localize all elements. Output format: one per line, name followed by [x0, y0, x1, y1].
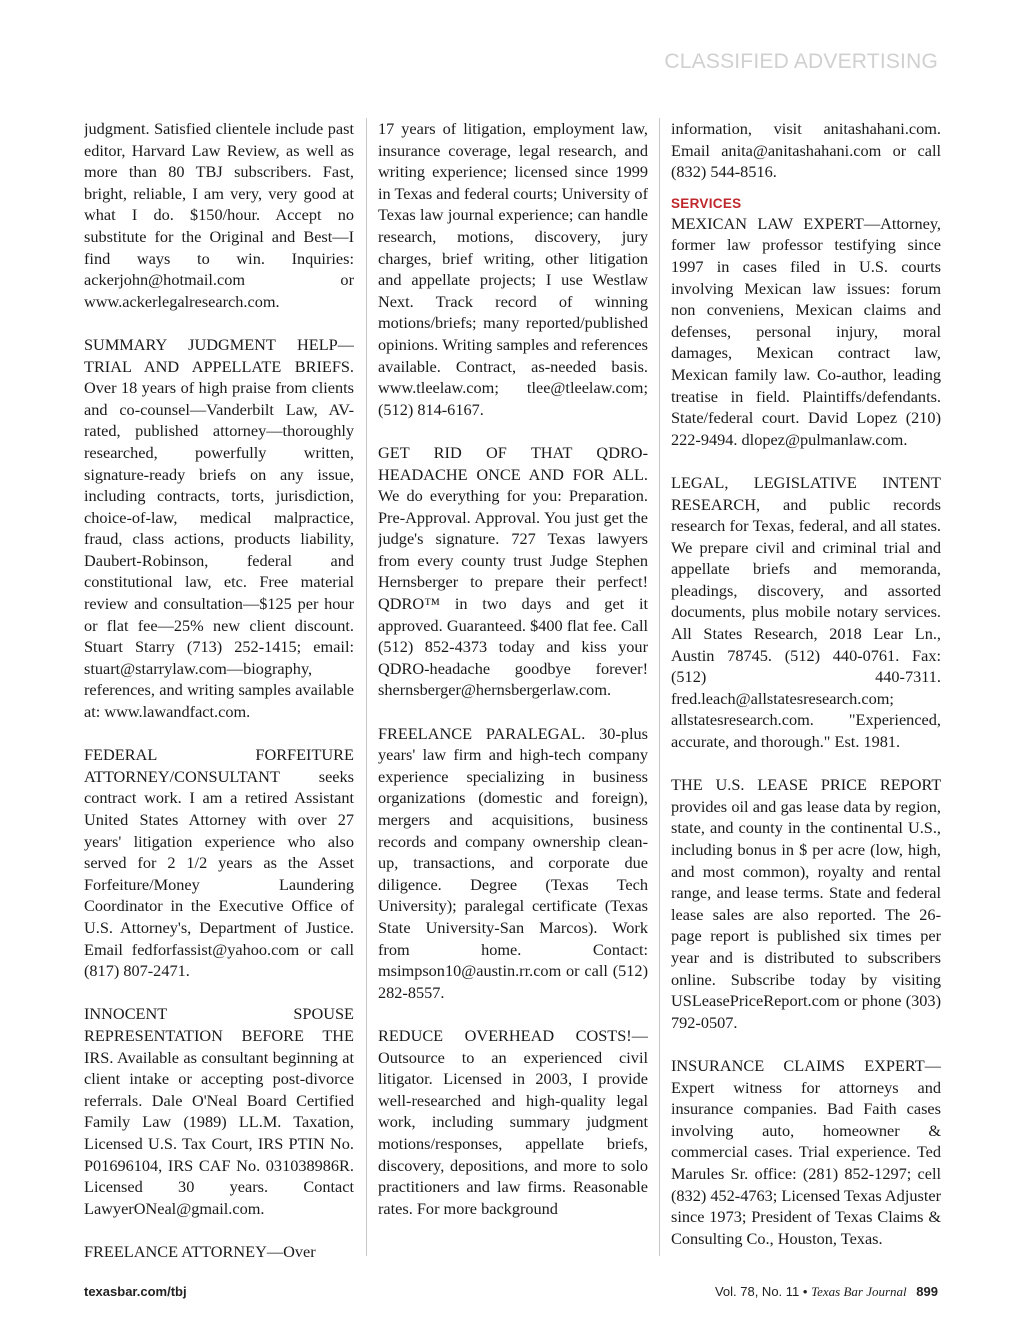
classified-ad	[671, 1055, 941, 1249]
classified-ad	[84, 334, 354, 723]
footer-bullet: •	[802, 1284, 808, 1299]
classified-ad	[671, 472, 941, 753]
page-number: 899	[916, 1284, 938, 1299]
page-footer	[84, 1284, 938, 1304]
footer-website-link[interactable]: texasbar.com/tbj	[84, 1284, 187, 1299]
column-divider	[659, 118, 660, 1256]
ad-lead: MEXICAN LAW EXPERT—	[671, 213, 881, 233]
ad-body: Expert witness for attorneys and insurance companies. Bad Faith cases involving auto, homeowner & commercial cases. Trial experience. Ted Marules Sr. office: (281) 852-1297; cell (832) 452-4763; Licensed Texas Adjuster since 1973; President of Texas Claims & Consulting Co., Houston, Texas.	[671, 1077, 941, 1248]
ad-body: We do everything for you: Preparation. Pre-Approval. Approval. You just get the judge's signature. 727 Texas lawyers from every county trust Judge Stephen Hernsberger to prepare their perfect! QDRO™ in two days and get it approved. Guaranteed. $400 flat fee. Call (512) 852-4373 today and kiss your QDRO-headache goodbye forever! shernsberger@hernsbergerlaw.com.	[378, 486, 648, 700]
classified-ad	[84, 744, 354, 982]
classified-ad: judgment. Satisfied clientele include past editor, Harvard Law Review, as well as more than 80 TBJ subscribers. Fast, bright, reliable, I am very, very good at what I do. $150/hour. Accept no substitute for the Original and Best—I find ways to win. Inquiries: ackerjohn@hotmail.com or www.ackerlegalresearch.com.	[84, 119, 354, 311]
ad-lead: INSURANCE CLAIMS EXPERT—	[671, 1055, 941, 1075]
classified-ad	[84, 1003, 354, 1219]
ad-body: Attorney, former law professor testifying since 1997 in cases filed in U.S. courts involving Mexican law issues: forum non conveniens, Mexican claims and defenses, personal injury, moral damages, Mexican contract law, Mexican family law. Co-author, leading treatise in field. Plaintiffs/defendants. State/federal court. David Lopez (210) 222-9494. dlopez@pulmanlaw.com.	[671, 213, 941, 449]
classified-ad	[378, 442, 648, 701]
ad-lead: INNOCENT SPOUSE REPRESENTATION BEFORE THE IRS.	[84, 1004, 354, 1067]
ad-body: Over 18 years of high praise from clients and co-counsel—Vanderbilt Law, AV-rated, published attorney—thoroughly researched, powerfully written, signature-ready briefs on any issue, including contracts, torts, jurisdiction, choice-of-law, medical malpractice, fraud, class actions, products liability, Daubert-Robinson, federal and constitutional law, etc. Free material review and consultation—$125 per hour or flat fee—25% new client discount. Stuart Starry (713) 252-1415; email: stuart@starrylaw.com—biography, references, and writing samples available at: www.lawandfact.com.	[84, 378, 354, 722]
ad-lead: FEDERAL FORFEITURE ATTORNEY/CONSULTANT	[84, 745, 354, 786]
ad-lead: THE U.S. LEASE PRICE REPORT	[671, 775, 941, 795]
footer-volume: Vol. 78, No. 11	[714, 1284, 800, 1299]
ad-lead: SUMMARY JUDGMENT HELP—TRIAL AND APPELLATE BRIEFS.	[84, 334, 354, 376]
classified-ad	[671, 213, 941, 451]
ad-body: Available as consultant beginning at client intake or accepting post-divorce referrals. Dale O'Neal Board Certified Family Law (1989) LL.M. Taxation, Licensed U.S. Tax Court, IRS PTIN No. P01696104, IRS CAF No. 031038986R. Licensed 30 years. Contact LawyerONeal@gmail.com.	[84, 1047, 354, 1218]
classified-ad	[378, 1025, 648, 1219]
ad-lead: FREELANCE PARALEGAL.	[378, 723, 586, 743]
ad-body: provides oil and gas lease data by region, state, and county in the continental U.S., including bonus in $ per acre (low, high, and most common), royalty and rental range, and lease terms. State and federal lease sales are also reported. The 26-page report is published six times per year and is distributed to subscribers online. Subscribe today by visiting USLeasePriceReport.com or phone (303) 792-0507.	[671, 796, 941, 1032]
footer-journal-name: Texas Bar Journal	[811, 1284, 907, 1299]
ad-body: Over	[283, 1241, 316, 1258]
classified-ad	[378, 723, 648, 1004]
ad-lead: GET RID OF THAT QDRO-HEADACHE ONCE AND FOR ALL.	[378, 442, 648, 484]
column-1	[84, 118, 354, 1258]
ad-lead: FREELANCE ATTORNEY—	[84, 1241, 284, 1258]
footer-issue-info	[715, 1284, 938, 1300]
classified-ad: 17 years of litigation, employment law, insurance coverage, legal research, and writing experience; licensed since 1999 in Texas and federal courts; University of Texas law journal experience; can handle research, motions, discovery, jury charges, brief writing, other litigation and appellate projects; I use Westlaw Next. Track record of winning motions/briefs; many reported/published opinions. Writing samples and references available. Contract, as-needed basis. www.tleelaw.com; tlee@tleelaw.com; (512) 814-6167.	[378, 119, 648, 419]
ad-body: and public records research for Texas, federal, and all states. We prepare civil and criminal trial and appellate briefs and memoranda, pleadings, discovery, and assorted documents, plus mobile notary services. All States Research, 2018 Lear Ln., Austin 78745. (512) 440-0761. Fax: (512) 440-7311. fred.leach@allstatesresearch.com; allstatesresearch.com. "Experienced, accurate, and thorough." Est. 1981.	[671, 494, 941, 752]
column-2	[378, 118, 648, 1258]
section-header: CLASSIFIED ADVERTISING	[664, 50, 938, 73]
ad-lead: REDUCE OVERHEAD COSTS!—	[378, 1025, 648, 1045]
section-heading-services: SERVICES	[671, 195, 742, 211]
column-3	[671, 118, 941, 1258]
ad-body: Outsource to an experienced civil litigator. Licensed in 2003, I provide well-researched and high-quality legal work, including summary judgment motions/responses, appellate briefs, discovery, depositions, and more to solo practitioners and law firms. Reasonable rates. For more background	[378, 1047, 648, 1218]
classified-ad	[84, 1241, 354, 1258]
ad-body: 30-plus years' law firm and high-tech company experience specializing in business organizations (domestic and foreign), mergers and acquisitions, business records and company ownership clean-up, transactions, and corporate due diligence. Degree (Texas Tech University); paralegal certificate (Texas State University-San Marcos). Work from home. Contact: msimpson10@austin.rr.com or call (512) 282-8557.	[378, 723, 648, 1002]
ad-lead: LEGAL, LEGISLATIVE INTENT RESEARCH,	[671, 472, 941, 514]
column-divider	[366, 118, 367, 1256]
classified-ad	[671, 774, 941, 1033]
ad-body: seeks contract work. I am a retired Assistant United States Attorney with over 27 years' litigation experience who also served for 2 1/2 years as the Asset Forfeiture/Money Laundering Coordinator in the Executive Office of U.S. Attorney's, Department of Justice. Email fedforfassist@yahoo.com or call (817) 807-2471.	[84, 766, 354, 981]
classified-ad: information, visit anitashahani.com. Email anita@anitashahani.com or call (832) 544-8516.	[671, 119, 941, 182]
